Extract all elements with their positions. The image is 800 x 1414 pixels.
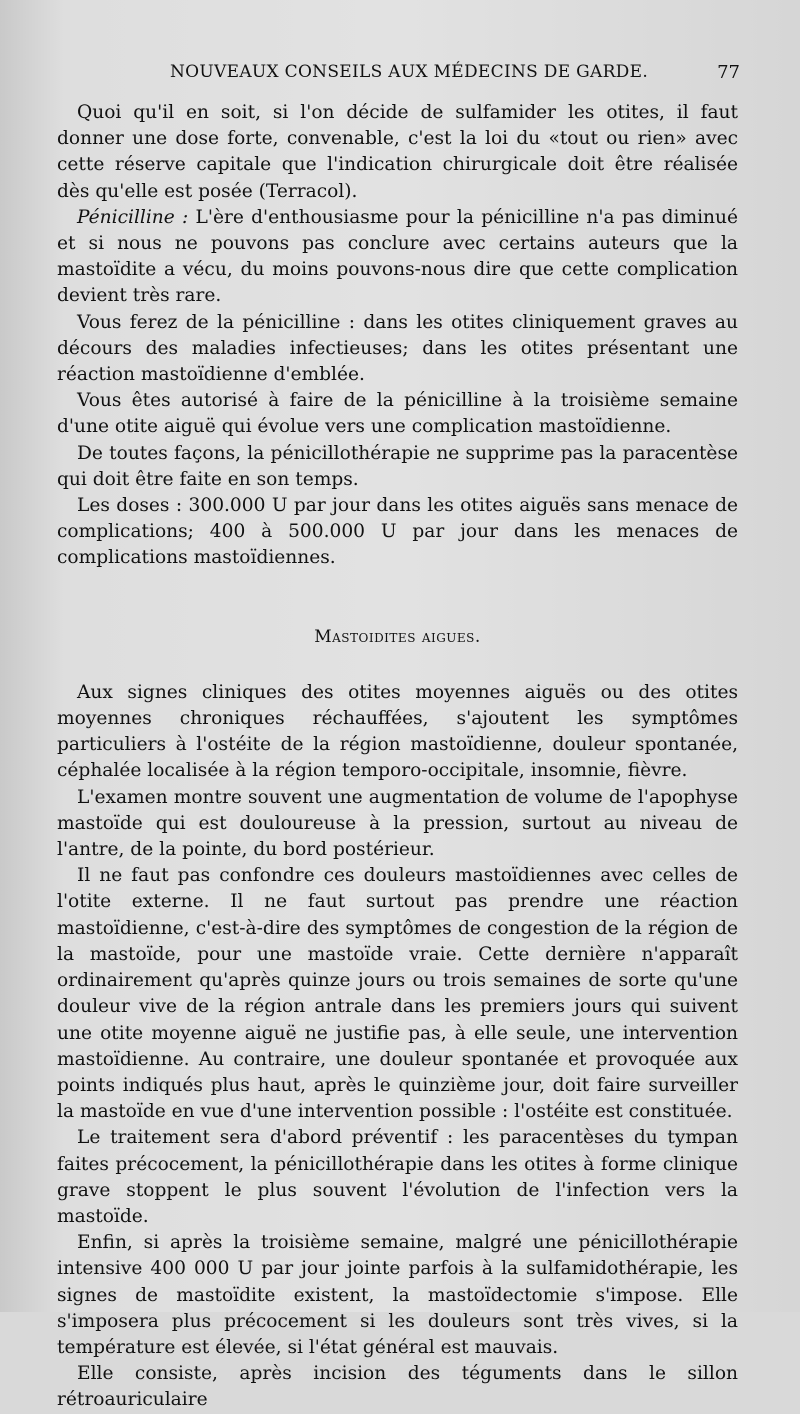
paragraph: Il ne faut pas confondre ces douleurs mastoïdiennes avec celles de l'otite externe. Il ne faut surtout pas prendre une réaction mastoïdienne, c'est-à-dire des symptômes de congestion de la région de la mastoïde, pour une mastoïde vraie. Cette dernière n'apparaît ordinairement qu'après quinze jours ou trois semaines de sorte qu'une douleur vive de la région antrale dans les premiers jours qui suivent une otite moyenne aiguë ne justifie pas, à elle seule, une intervention mastoïdienne. Au contraire, une douleur spontanée et provoquée aux points indiqués plus haut, après le quinzième jour, doit faire surveiller la mastoïde en vue d'une intervention possible : l'ostéite est constituée. — [57, 865, 738, 1123]
penicilline-paragraph — [57, 205, 738, 310]
paragraph: Enfin, si après la troisième semaine, malgré une pénicillothérapie intensive 400 000 U par jour jointe parfois à la sulfamidothérapie, les signes de mastoïdite existent, la mastoïdectomie s'impose. Elle s'imposera plus précocement si les douleurs sont très vives, si la température est élevée, si l'état général est mauvais. — [57, 1232, 738, 1358]
penicilline-text: L'ère d'enthousiasme pour la pénicilline n'a pas diminué et si nous ne pouvons pas conclure avec certains auteurs que la mastoïdite a vécu, du moins pouvons-nous dire que cette complication devient très rare. — [57, 206, 738, 307]
body-text — [57, 100, 738, 1414]
page-number: 77 — [717, 62, 740, 83]
paragraph: De toutes façons, la pénicillothérapie ne supprime pas la paracentèse qui doit être faite en son temps. — [57, 442, 738, 490]
paragraph: Aux signes cliniques des otites moyennes aiguës ou des otites moyennes chroniques réchauffées, s'ajoutent les symptômes particuliers à l'ostéite de la région mastoïdienne, douleur spontanée, céphalée localisée à la région temporo-occipitale, insomnie, fièvre. — [57, 681, 738, 782]
paragraph: Elle consiste, après incision des téguments dans le sillon rétroauriculaire — [57, 1363, 738, 1411]
paragraph: Les doses : 300.000 U par jour dans les otites aiguës sans menace de complications; 400 à 500.000 U par jour dans les menaces de complications mastoïdiennes. — [57, 495, 738, 569]
penicilline-lead: Pénicilline : — [77, 206, 189, 228]
paragraph: L'examen montre souvent une augmentation de volume de l'apophyse mastoïde qui est douloureuse à la pression, surtout au niveau de l'antre, de la pointe, du bord postérieur. — [57, 786, 738, 861]
running-title: NOUVEAUX CONSEILS AUX MÉDECINS DE GARDE. — [170, 62, 649, 82]
paragraph: Vous ferez de la pénicilline : dans les otites cliniquement graves au décours des maladies infectieuses; dans les otites présentant une réaction mastoïdienne d'emblée. — [57, 311, 738, 386]
paragraph: Quoi qu'il en soit, si l'on décide de sulfamider les otites, il faut donner une dose forte, convenable, c'est la loi du «tout ou rien» avec cette réserve capitale que l'indication chirurgicale doit être réalisée dès qu'elle est posée (Terracol). — [57, 102, 738, 202]
paragraph: Le traitement sera d'abord préventif : les paracentèses du tympan faites précocement, la pénicillothérapie dans les otites à forme clinique grave stoppent le plus souvent l'évolution de l'infection vers la mastoïde. — [57, 1127, 738, 1227]
section-heading: Mastoidites aigues. — [314, 626, 481, 647]
paragraph: Vous êtes autorisé à faire de la pénicilline à la troisième semaine d'une otite aiguë qui évolue vers une complication mastoïdienne. — [57, 390, 738, 438]
running-header — [60, 62, 740, 88]
